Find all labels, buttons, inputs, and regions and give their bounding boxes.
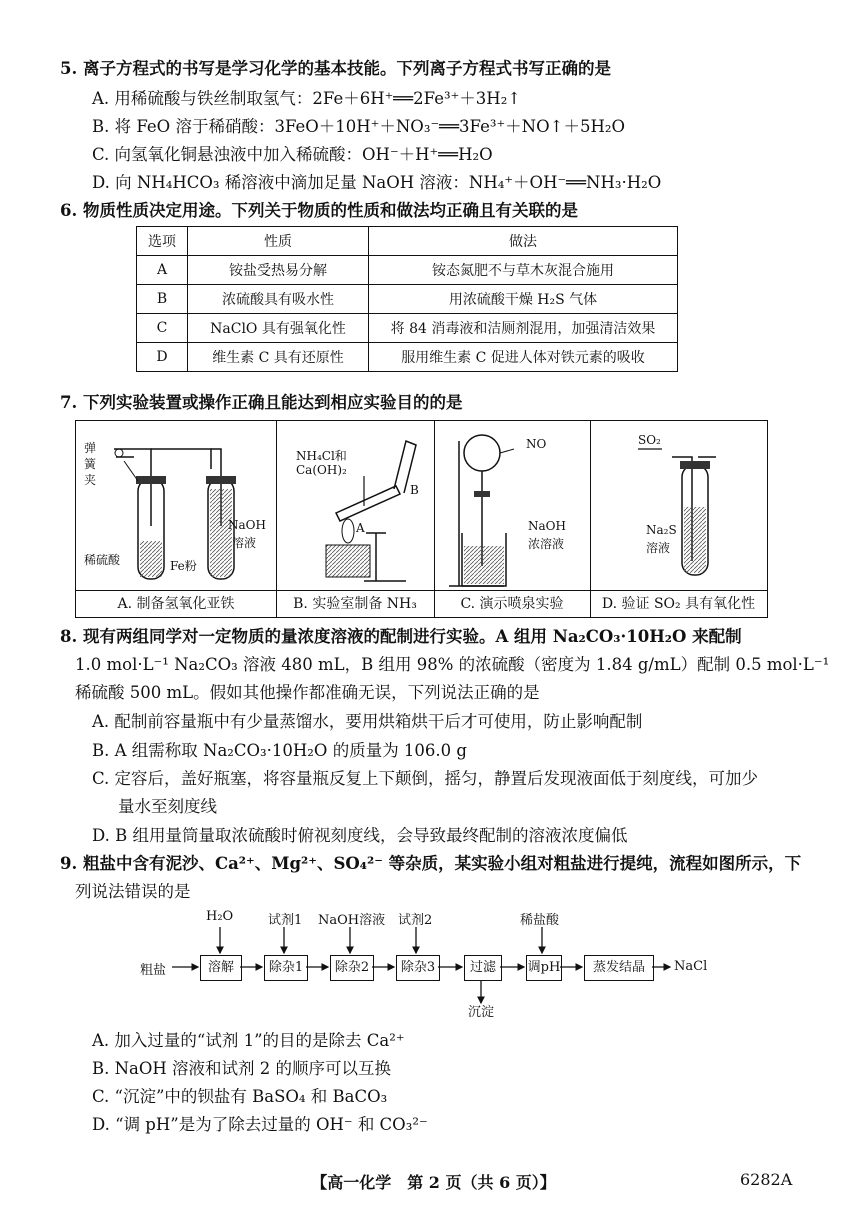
flow-input: NaOH溶液 — [318, 913, 386, 928]
label-mark-b: B — [410, 483, 419, 497]
table-header: 选项 — [137, 227, 188, 256]
flow-step: 除杂2 — [330, 955, 374, 981]
table-cell: 将 84 消毒液和洁厕剂混用，加强清洁效果 — [369, 314, 678, 343]
table-cell: D — [137, 343, 188, 372]
q9-option-d: D. “调 pH”是为了除去过量的 OH⁻ 和 CO₃²⁻ — [92, 1115, 428, 1134]
table-header: 性质 — [188, 227, 369, 256]
q7-caption-c: C. 演示喷泉实验 — [434, 590, 590, 617]
table-cell: NaClO 具有强氧化性 — [188, 314, 369, 343]
q7-panel-d — [590, 421, 767, 617]
label-no: NO — [526, 437, 547, 451]
q8-option-d: D. B 组用量筒量取浓硫酸时俯视刻度线，会导致最终配制的溶液浓度偏低 — [92, 826, 628, 845]
fountain-experiment-apparatus-icon — [434, 421, 590, 591]
flow-input: 试剂2 — [398, 913, 433, 928]
table-header: 做法 — [369, 227, 678, 256]
table-header-row — [137, 227, 678, 256]
q9-option-c: C. “沉淀”中的钡盐有 BaSO₄ 和 BaCO₃ — [92, 1087, 388, 1106]
label-naoh: NaOH — [228, 518, 266, 532]
flow-step: 蒸发结晶 — [584, 955, 654, 981]
table-cell: 铵盐受热易分解 — [188, 256, 369, 285]
label-na2s: Na₂S — [646, 523, 677, 537]
q5-option-c: C. 向氢氧化铜悬浊液中加入稀硫酸：OH⁻＋H⁺══H₂O — [92, 145, 493, 164]
q6-stem: 6. 物质性质决定用途。下列关于物质的性质和做法均正确且有关联的是 — [60, 201, 578, 220]
table-cell: C — [137, 314, 188, 343]
flow-step: 溶解 — [200, 955, 242, 981]
paper-code: 6282A — [740, 1170, 793, 1189]
table-cell: 铵态氮肥不与草木灰混合施用 — [369, 256, 678, 285]
flow-step: 调pH — [526, 955, 562, 981]
flow-step: 除杂1 — [264, 955, 308, 981]
label-reagent: NH₄Cl和 — [296, 449, 347, 463]
table-cell: 浓硫酸具有吸水性 — [188, 285, 369, 314]
table-cell: B — [137, 285, 188, 314]
label-naoh: NaOH — [528, 519, 566, 533]
label-clamp: 弹 — [84, 441, 97, 455]
q8-stem-continued: 1.0 mol·L⁻¹ Na₂CO₃ 溶液 480 mL，B 组用 98% 的浓硫酸（密度为 1.84 g/mL）配制 0.5 mol·L⁻¹ — [75, 655, 830, 674]
q7-panel-a — [76, 421, 277, 617]
flow-input: H₂O — [206, 909, 234, 924]
q8-option-c: C. 定容后，盖好瓶塞，将容量瓶反复上下颠倒，摇匀，静置后发现液面低于刻度线，可加少 — [92, 769, 759, 788]
q5-option-d: D. 向 NH₄HCO₃ 稀溶液中滴加足量 NaOH 溶液：NH₄⁺＋OH⁻══NH₃·H₂O — [92, 173, 662, 192]
label-clamp: 夹 — [84, 473, 97, 487]
label-dilute-acid: 稀硫酸 — [84, 553, 121, 567]
q7-panel-b — [276, 421, 435, 617]
flow-step: 除杂3 — [396, 955, 440, 981]
label-mark-a: A — [356, 521, 365, 535]
q9-stem: 9. 粗盐中含有泥沙、Ca²⁺、Mg²⁺、SO₄²⁻ 等杂质，某实验小组对粗盐进行提纯，流程如图所示，下 — [60, 854, 802, 873]
label-reagent: Ca(OH)₂ — [296, 463, 347, 477]
q8-option-a: A. 配制前容量瓶中有少量蒸馏水，要用烘箱烘干后才可使用，防止影响配制 — [92, 712, 643, 731]
flow-start: 粗盐 — [140, 963, 167, 978]
flow-input: 试剂1 — [268, 913, 303, 928]
q5-option-a: A. 用稀硫酸与铁丝制取氢气：2Fe＋6H⁺══2Fe³⁺＋3H₂↑ — [92, 89, 522, 108]
table-row — [137, 285, 678, 314]
table-cell: A — [137, 256, 188, 285]
label-solution: 溶液 — [646, 541, 671, 555]
q7-stem: 7. 下列实验装置或操作正确且能达到相应实验目的的是 — [60, 393, 463, 412]
q9-flowchart — [140, 905, 720, 1020]
table-cell: 维生素 C 具有还原性 — [188, 343, 369, 372]
label-conc-solution: 浓溶液 — [528, 537, 565, 551]
q7-apparatus-figure — [75, 420, 768, 618]
q7-caption-d: D. 验证 SO₂ 具有氧化性 — [590, 590, 767, 617]
q8-option-b: B. A 组需称取 Na₂CO₃·10H₂O 的质量为 106.0 g — [92, 741, 467, 760]
table-row — [137, 343, 678, 372]
table-row — [137, 314, 678, 343]
q5-option-b: B. 将 FeO 溶于稀硝酸：3FeO＋10H⁺＋NO₃⁻══3Fe³⁺＋NO↑＋5H₂O — [92, 117, 625, 136]
flow-input: 稀盐酸 — [520, 913, 560, 928]
q8-stem-continued: 稀硫酸 500 mL。假如其他操作都准确无误，下列说法正确的是 — [75, 683, 540, 702]
q8-stem: 8. 现有两组同学对一定物质的量浓度溶液的配制进行实验。A 组用 Na₂CO₃·10H₂O 来配制 — [60, 627, 742, 646]
q5-stem: 5. 离子方程式的书写是学习化学的基本技能。下列离子方程式书写正确的是 — [60, 59, 611, 78]
so2-oxidation-apparatus-icon — [590, 421, 767, 591]
flow-step: 过滤 — [464, 955, 502, 981]
q7-caption-b: B. 实验室制备 NH₃ — [276, 590, 434, 617]
q7-caption-a: A. 制备氢氧化亚铁 — [76, 590, 276, 617]
table-row — [137, 256, 678, 285]
label-so2: SO₂ — [638, 433, 661, 447]
label-clamp: 簧 — [84, 457, 97, 471]
q9-option-b: B. NaOH 溶液和试剂 2 的顺序可以互换 — [92, 1059, 392, 1078]
page-footer: 【高一化学 第 2 页（共 6 页）】 — [311, 1173, 556, 1192]
table-cell: 用浓硫酸干燥 H₂S 气体 — [369, 285, 678, 314]
label-fe-powder: Fe粉 — [170, 559, 197, 573]
label-solution: 溶液 — [232, 536, 257, 550]
flow-end: NaCl — [674, 959, 708, 974]
q6-table — [136, 226, 678, 372]
table-cell: 服用维生素 C 促进人体对铁元素的吸收 — [369, 343, 678, 372]
q7-panel-c — [434, 421, 591, 617]
q9-option-a: A. 加入过量的“试剂 1”的目的是除去 Ca²⁺ — [92, 1031, 405, 1050]
flow-output: 沉淀 — [468, 1005, 495, 1020]
q8-option-c-continued: 量水至刻度线 — [118, 797, 217, 816]
q9-stem-continued: 列说法错误的是 — [75, 882, 191, 901]
